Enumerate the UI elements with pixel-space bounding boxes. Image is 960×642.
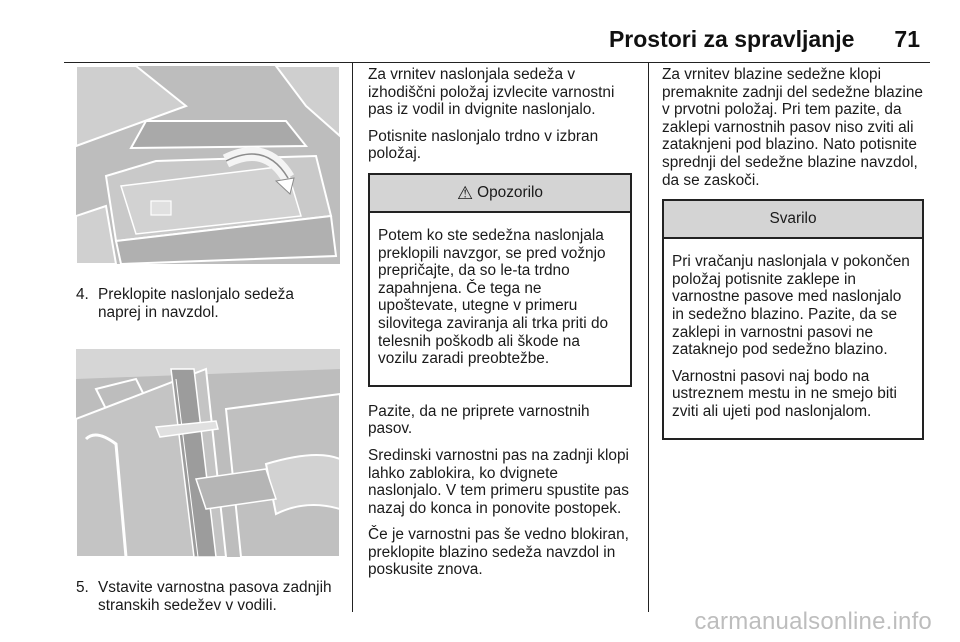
watermark: carmanualsonline.info xyxy=(694,608,932,635)
step-number: 4. xyxy=(76,286,89,303)
caution-text: Varnostni pasovi naj bodo na ustreznem mestu in ne smejo biti zviti ali ujeti pod naslonjalom. xyxy=(672,367,897,420)
warning-triangle-icon: ⚠ xyxy=(456,182,474,203)
warning-title: Opozorilo xyxy=(477,184,543,202)
paragraph: Za vrnitev blazine sedežne klopi premaknite zadnji del sedežne blazine v prvotni položaj. Pri tem pazite, da zaklepi varnostnih pasov niso zviti ali zataknjeni pod blazino. Nato potisnite sprednji del sedežne blazine navzdol, da se zaskoči. xyxy=(662,66,923,189)
caution-text: Pri vračanju naslonjala v pokončen položaj potisnite zaklepe in varnostne pasove med naslonjalo in sedežno blazino. Pazite, da se zaklepi in varnostni pasovi ne zataknejo pod sedežno blazino. xyxy=(672,253,910,359)
column-divider xyxy=(648,62,649,612)
illustration-folded-seat xyxy=(76,66,340,264)
column-3 xyxy=(662,66,924,456)
step-text: Vstavite varnostna pasova zadnjih stranskih sedežev v vodili. xyxy=(98,579,332,614)
column-divider xyxy=(352,62,353,612)
column-1 xyxy=(76,66,340,614)
caution-box xyxy=(662,199,924,439)
illustration-seat-belt-guide xyxy=(76,349,340,557)
paragraph: Če je varnostni pas še vedno blokiran, preklopite blazino sedeža navzdol in poskusite znova. xyxy=(368,526,629,579)
caution-title: Svarilo xyxy=(769,210,817,228)
paragraph: Za vrnitev naslonjala sedeža v izhodiščni položaj izvlecite varnostni pas iz vodil in dvignite naslonjalo. xyxy=(368,66,615,119)
step-5 xyxy=(76,579,340,614)
step-text: Preklopite naslonjalo sedeža naprej in navzdol. xyxy=(98,286,294,321)
paragraph: Pazite, da ne priprete varnostnih pasov. xyxy=(368,402,590,438)
caution-header xyxy=(664,201,922,239)
warning-text: Potem ko ste sedežna naslonjala preklopili navzgor, se pred vožnjo prepričajte, da so le-ta trdno zapahnjena. Če tega ne upoštevate, utegne v primeru silovitega zaviranja ali trka priti do telesnih poškodb ali škode na vozilu zaradi preobtežbe. xyxy=(378,226,609,368)
warning-box xyxy=(368,173,632,387)
paragraph: Sredinski varnostni pas na zadnji klopi lahko zablokira, ko dvignete naslonjalo. V tem primeru spustite pas nazaj do konca in ponovite postopek. xyxy=(368,446,629,517)
page-number: 71 xyxy=(894,26,920,52)
step-number: 5. xyxy=(76,579,89,597)
warning-header xyxy=(370,175,630,213)
page-header xyxy=(609,26,920,58)
step-4 xyxy=(76,286,340,321)
header-rule xyxy=(64,62,930,63)
paragraph: Potisnite naslonjalo trdno v izbran položaj. xyxy=(368,127,599,163)
column-2 xyxy=(368,66,632,588)
header-title: Prostori za spravljanje xyxy=(608,26,855,52)
